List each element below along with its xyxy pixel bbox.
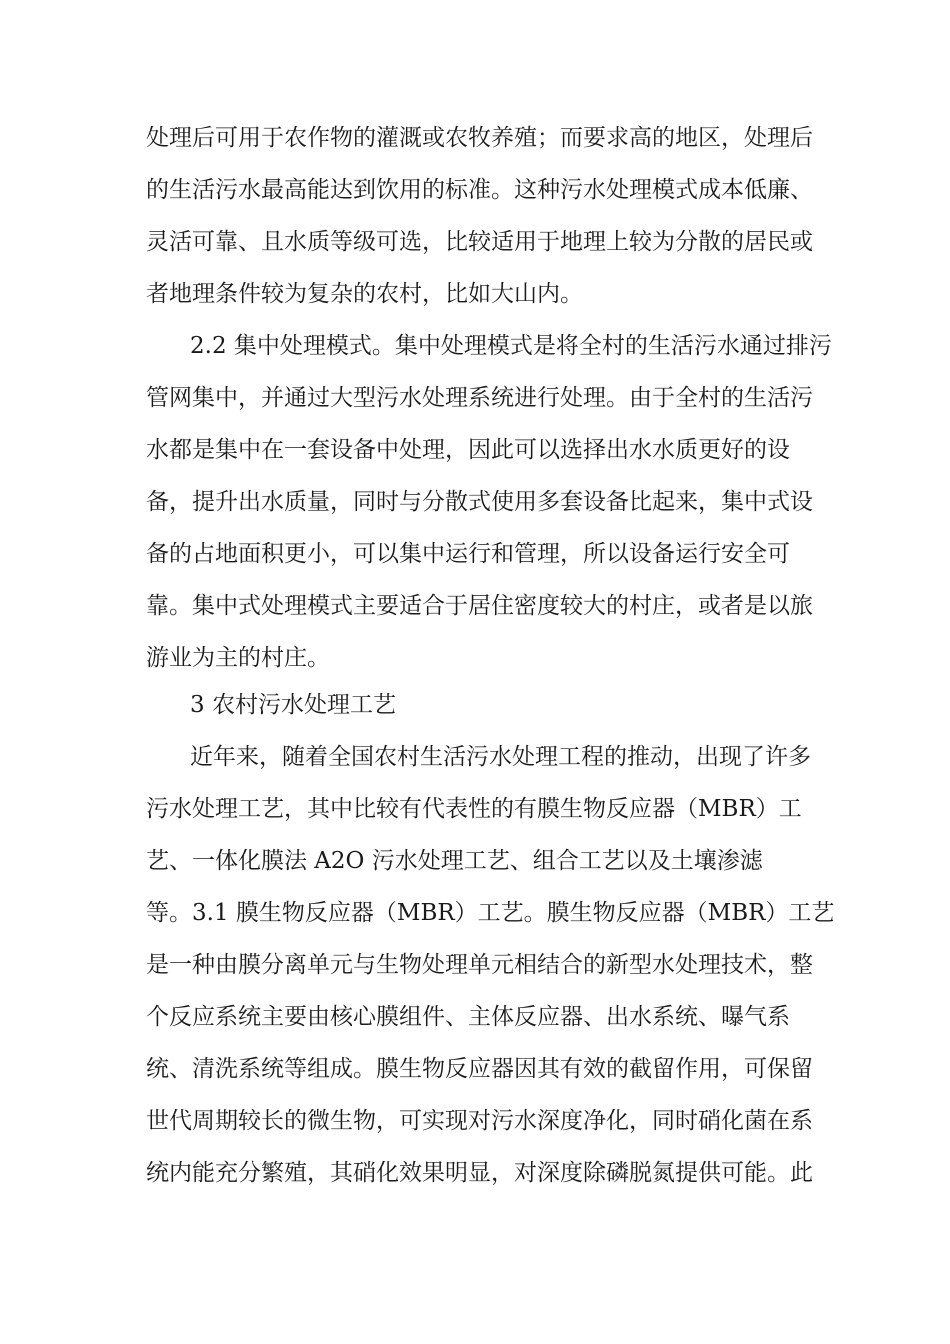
text-line: 个反应系统主要由核心膜组件、主体反应器、出水系统、曝气系 (146, 1004, 790, 1030)
text-line: 游业为主的村庄。 (146, 645, 330, 671)
text-line: 统、清洗系统等组成。膜生物反应器因其有效的截留作用，可保留 (146, 1056, 813, 1082)
text-line: 世代周期较长的微生物，可实现对污水深度净化，同时硝化菌在系 (146, 1108, 813, 1134)
text-line: 污水处理工艺，其中比较有代表性的有膜生物反应器（MBR）工 (146, 796, 802, 822)
text-line: 靠。集中式处理模式主要适合于居住密度较大的村庄，或者是以旅 (146, 593, 813, 619)
text-line: 统内能充分繁殖，其硝化效果明显，对深度除磷脱氮提供可能。此 (146, 1160, 813, 1186)
text-line: 灵活可靠、且水质等级可选，比较适用于地理上较为分散的居民或 (146, 229, 813, 255)
text-line: 艺、一体化膜法 A2O 污水处理工艺、组合工艺以及土壤渗滤 (146, 848, 763, 874)
text-line: 备的占地面积更小，可以集中运行和管理，所以设备运行安全可 (146, 541, 790, 567)
text-line: 是一种由膜分离单元与生物处理单元相结合的新型水处理技术，整 (146, 952, 813, 978)
paragraph-intro-line: 近年来，随着全国农村生活污水处理工程的推动，出现了许多 (190, 744, 811, 770)
text-line: 等。3.1 膜生物反应器（MBR）工艺。膜生物反应器（MBR）工艺 (146, 900, 835, 926)
paragraph-2-2-heading-line: 2.2 集中处理模式。集中处理模式是将全村的生活污水通过排污 (190, 333, 832, 359)
text-line: 备，提升出水质量，同时与分散式使用多套设备比起来，集中式设 (146, 489, 813, 515)
text-line: 的生活污水最高能达到饮用的标准。这种污水处理模式成本低廉、 (146, 177, 813, 203)
text-line: 水都是集中在一套设备中处理，因此可以选择出水水质更好的设 (146, 437, 790, 463)
section-3-heading: 3 农村污水处理工艺 (190, 692, 396, 718)
text-line: 处理后可用于农作物的灌溉或农牧养殖；而要求高的地区，处理后 (146, 125, 813, 151)
text-line: 管网集中，并通过大型污水处理系统进行处理。由于全村的生活污 (146, 385, 813, 411)
text-line: 者地理条件较为复杂的农村，比如大山内。 (146, 281, 583, 307)
